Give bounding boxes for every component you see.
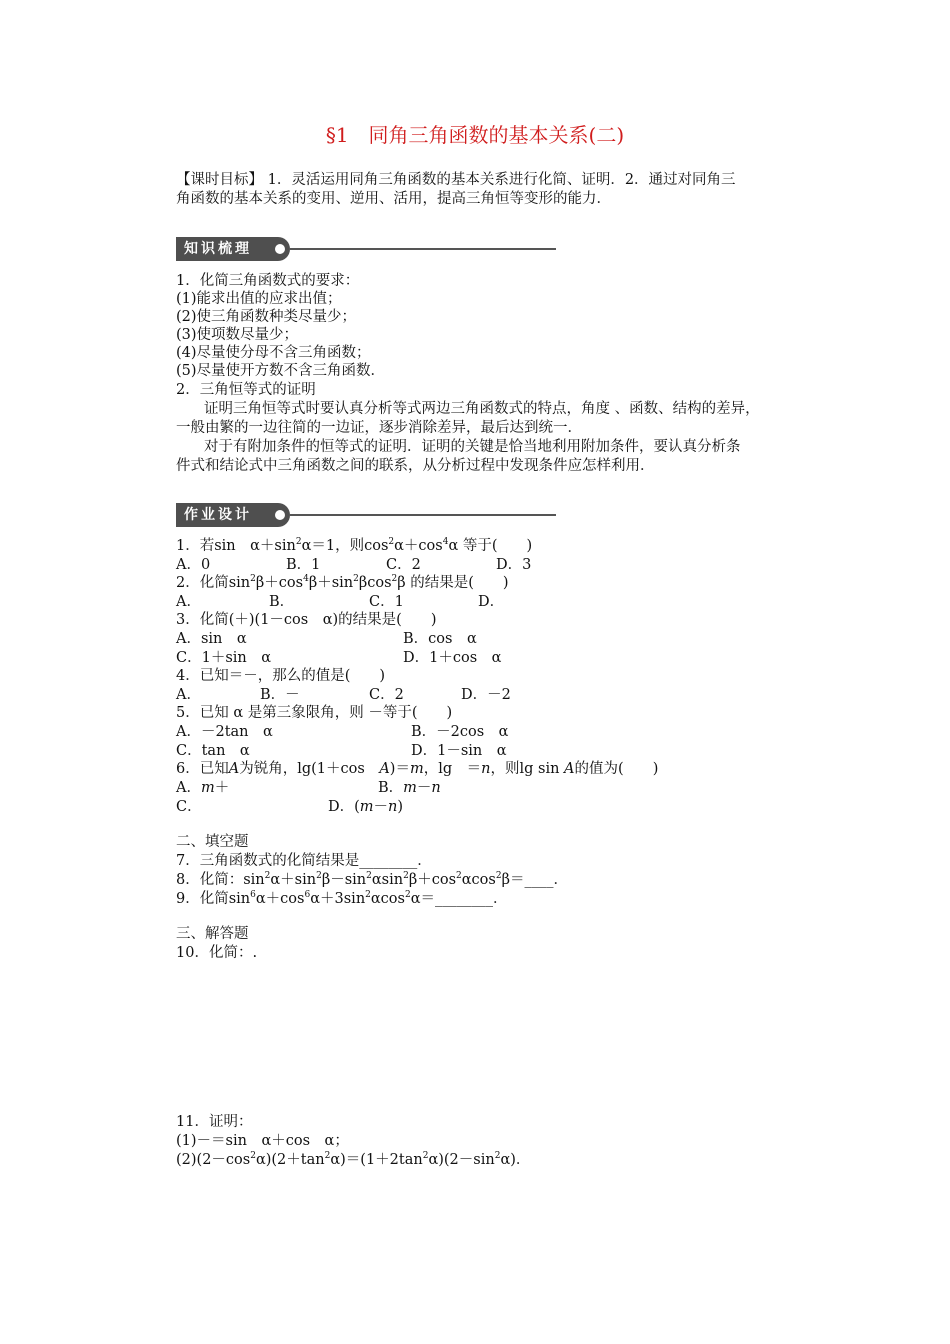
knowledge-line: (4)尽量使分母不含三角函数； (176, 345, 371, 361)
knowledge-line: 件式和结论式中三角函数之间的联系，从分析过程中发现条件应怎样利用． (176, 458, 655, 474)
section-heading: 作业设计 (184, 507, 252, 523)
question-2: 2．化简$\sin^2\beta+\cos^4\beta+\sin^2\beta\cos^2\beta$ 的结果是( ) (176, 574, 509, 591)
question-10: 10．化简：. (176, 945, 258, 961)
option: D．(m－n) (328, 799, 404, 815)
question-4: 4．已知＝－，那么的值是( ) (176, 668, 386, 684)
option: D．－2 (461, 687, 511, 703)
knowledge-line: (5)尽量使开方数不含三角函数． (176, 363, 386, 379)
option: B．－ (260, 687, 300, 703)
option: D． (478, 594, 505, 610)
option: A．m＋ (176, 780, 230, 796)
option: B．－2cos α (411, 724, 509, 740)
question-6: 6．已知A为锐角，lg(1＋cos A)＝m，lg ＝n，则lg sin A的值为( ) (176, 761, 659, 777)
knowledge-line: 2．三角恒等式的证明 (176, 382, 316, 398)
question-3: 3．化简(＋)(1－cos α)的结果是( ) (176, 612, 437, 628)
option: C．1＋sin α (176, 650, 272, 666)
option: A．sin α (176, 631, 247, 647)
section-heading: 三、解答题 (176, 926, 249, 942)
knowledge-line: 一般由繁的一边往简的一边证，逐步消除差异，最后达到统一． (176, 420, 582, 436)
knowledge-line: (1)能求出值的应求出值； (176, 291, 342, 307)
option: A． (176, 687, 201, 703)
option: B．m－n (378, 780, 441, 796)
question-5: 5．已知 α 是第三象限角，则 －等于( ) (176, 705, 453, 721)
option: B．1 (286, 557, 321, 573)
question-1: 1．若sin $\alpha+\sin^2\alpha=1$，则$\cos^2\alpha+\cos^4\alpha$ 等于( ) (176, 537, 533, 554)
option: C．2 (369, 687, 404, 703)
question-11-part-1: (1)－＝sin α＋cos α； (176, 1133, 349, 1149)
lesson-goal (176, 171, 736, 189)
goal-text-cont: 角函数的基本关系的变用、逆用、活用，提高三角恒等变形的能力． (176, 191, 611, 207)
dot-icon (275, 244, 285, 254)
option: D．1－sin α (411, 743, 507, 759)
goal-label: 【课时目标】 (176, 172, 263, 188)
option: D．1＋cos α (403, 650, 502, 666)
goal-text: 1．灵活运用同角三角函数的基本关系进行化简、证明．2．通过对同角三 (267, 172, 736, 188)
page-title: §1 同角三角函数的基本关系(二) (325, 123, 625, 147)
section-heading: 知识梳理 (184, 241, 252, 257)
knowledge-line: 证明三角恒等式时要认真分析等式两边三角函数式的特点，角度 、函数、结构的差异， (204, 401, 760, 417)
option: A．－2tan α (176, 724, 273, 740)
option: C．tan α (176, 743, 250, 759)
question-11-part-2: $(2)(2-\cos^2\alpha)(2+\tan^2\alpha)=(1+2\tan^2\alpha)(2-\sin^2\alpha)$． (176, 1151, 531, 1168)
option: D．3 (496, 557, 532, 573)
option: A． (176, 594, 201, 610)
question-8: 8．化简：$\sin^2\alpha+\sin^2\beta-\sin^2\alpha\sin^2\beta+\cos^2\alpha\cos^2\beta=\_\_\_\_$． (176, 871, 568, 888)
question-9: 9．化简$\sin^6\alpha+\cos^6\alpha+3\sin^2\alpha\cos^2\alpha=\_\_\_\_\_\_\_\_$． (176, 890, 508, 907)
option: C．1 (369, 594, 404, 610)
section-heading: 二、填空题 (176, 834, 249, 850)
knowledge-line: 对于有附加条件的恒等式的证明．证明的关键是恰当地利用附加条件，要认真分析条 (204, 439, 741, 455)
option: B． (269, 594, 295, 610)
section-knowledge-banner (176, 237, 556, 261)
option: A．0 (176, 557, 211, 573)
knowledge-line: 1．化简三角函数式的要求： (176, 273, 360, 289)
knowledge-line: (3)使项数尽量少； (176, 327, 299, 343)
section-homework-banner (176, 503, 556, 527)
knowledge-line: (2)使三角函数种类尽量少； (176, 309, 357, 325)
option: B．cos α (403, 631, 477, 647)
dot-icon (275, 510, 285, 520)
option: C．2 (386, 557, 421, 573)
option: C． (176, 799, 202, 815)
question-7: 7．三角函数式的化简结果是________． (176, 853, 432, 869)
question-11: 11．证明： (176, 1114, 253, 1130)
